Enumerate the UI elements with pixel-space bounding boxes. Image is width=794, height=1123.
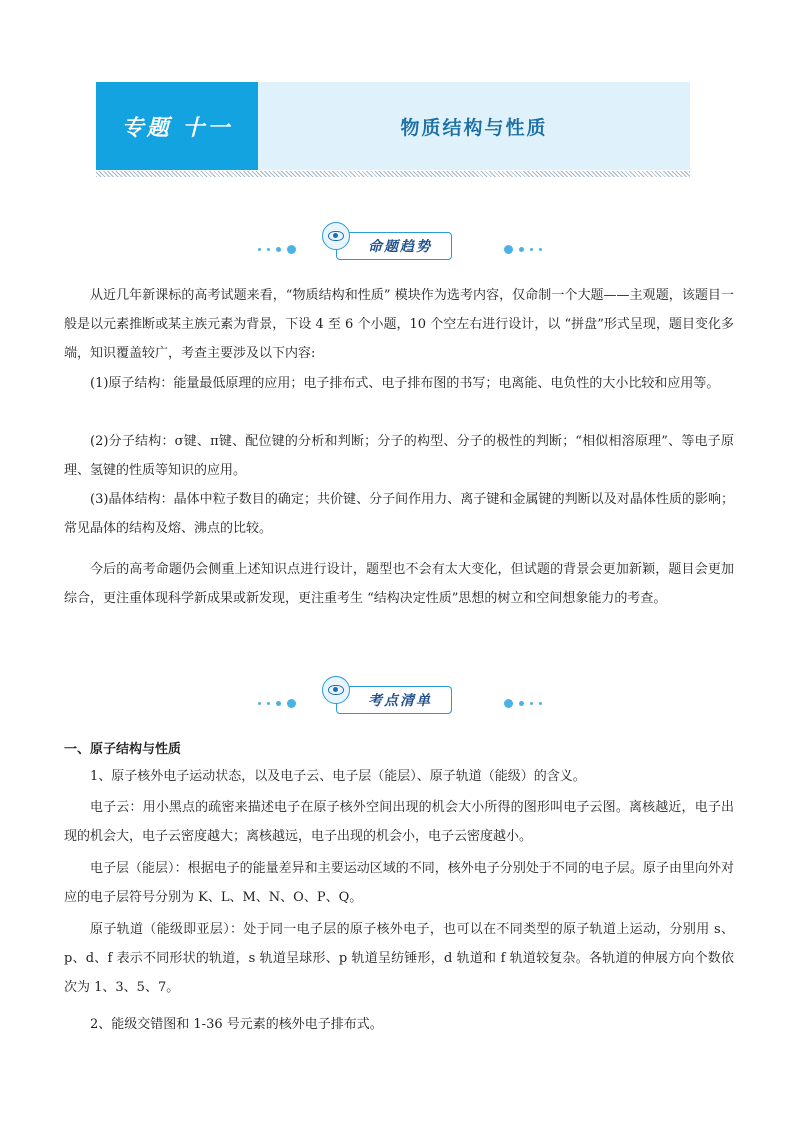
decorative-dots-left bbox=[258, 244, 296, 254]
trend-paragraph: (2)分子结构：σ键、π键、配位键的分析和判断；分子的构型、分子的极性的判断；“相似相溶原理”、等电子原理、氢键的性质等知识的应用。 bbox=[64, 434, 734, 478]
decorative-dots-right bbox=[504, 244, 542, 254]
topic-label-block bbox=[96, 82, 258, 170]
trend-paragraph: 从近几年新课标的高考试题来看，“物质结构和性质” 模块作为选考内容，仅命制一个大题——主观题，该题目一般是以元素推断或某主族元素为背景，下设 4 至 6 个小题，10 个空左右进行设计，以 “拼盘”形式呈现，题目变化多端，知识覆盖较广，考查主要涉及以下内容: bbox=[64, 288, 734, 361]
topic-title-block bbox=[258, 82, 690, 170]
badge-label: 考点清单 bbox=[368, 693, 432, 709]
checklist-paragraph: 电子层（能层）：根据电子的能量差异和主要运动区域的不同，核外电子分别处于不同的电子层。原子由里向外对应的电子层符号分别为 K、L、M、N、O、P、Q。 bbox=[64, 861, 734, 905]
topic-banner bbox=[96, 82, 690, 170]
banner-divider bbox=[96, 171, 690, 177]
trend-paragraph: (3)晶体结构：晶体中粒子数目的确定；共价键、分子间作用力、离子键和金属键的判断以及对晶体性质的影响；常见晶体的结构及熔、沸点的比较。 bbox=[64, 492, 734, 536]
badge-label: 命题趋势 bbox=[368, 239, 432, 255]
topic-label: 专题 十一 bbox=[121, 115, 233, 141]
checklist-paragraph: 1、原子核外电子运动状态，以及电子云、电子层（能层）、原子轨道（能级）的含义。 bbox=[90, 769, 586, 784]
section-badge-checklist bbox=[250, 676, 550, 716]
section-badge-trend bbox=[250, 222, 550, 262]
trend-paragraph: (1)原子结构：能量最低原理的应用；电子排布式、电子排布图的书写；电离能、电负性的大小比较和应用等。 bbox=[90, 376, 720, 391]
section-heading: 一、原子结构与性质 bbox=[64, 742, 182, 757]
eye-icon bbox=[322, 222, 350, 250]
badge-box bbox=[336, 686, 452, 714]
checklist-paragraph: 电子云：用小黑点的疏密来描述电子在原子核外空间出现的机会大小所得的图形叫电子云图。离核越近，电子出现的机会大，电子云密度越大；离核越远，电子出现的机会小，电子云密度越小。 bbox=[64, 800, 734, 844]
checklist-paragraph: 原子轨道（能级即亚层）：处于同一电子层的原子核外电子，也可以在不同类型的原子轨道上运动，分别用 s、p、d、f 表示不同形状的轨道，s 轨道呈球形、p 轨道呈纺锤形，d 轨道和 f 轨道较复杂。各轨道的伸展方向个数依次为 1、3、5、7。 bbox=[64, 922, 734, 995]
decorative-dots-left bbox=[258, 698, 296, 708]
decorative-dots-right bbox=[504, 698, 542, 708]
badge-box bbox=[336, 232, 452, 260]
checklist-paragraph: 2、能级交错图和 1-36 号元素的核外电子排布式。 bbox=[90, 1017, 383, 1032]
eye-icon bbox=[322, 676, 350, 704]
page-title: 物质结构与性质 bbox=[400, 116, 548, 139]
trend-paragraph: 今后的高考命题仍会侧重上述知识点进行设计，题型也不会有太大变化，但试题的背景会更加新颖，题目会更加综合，更注重体现科学新成果或新发现，更注重考生 “结构决定性质”思想的树立和空间想象能力的考查。 bbox=[64, 562, 734, 606]
